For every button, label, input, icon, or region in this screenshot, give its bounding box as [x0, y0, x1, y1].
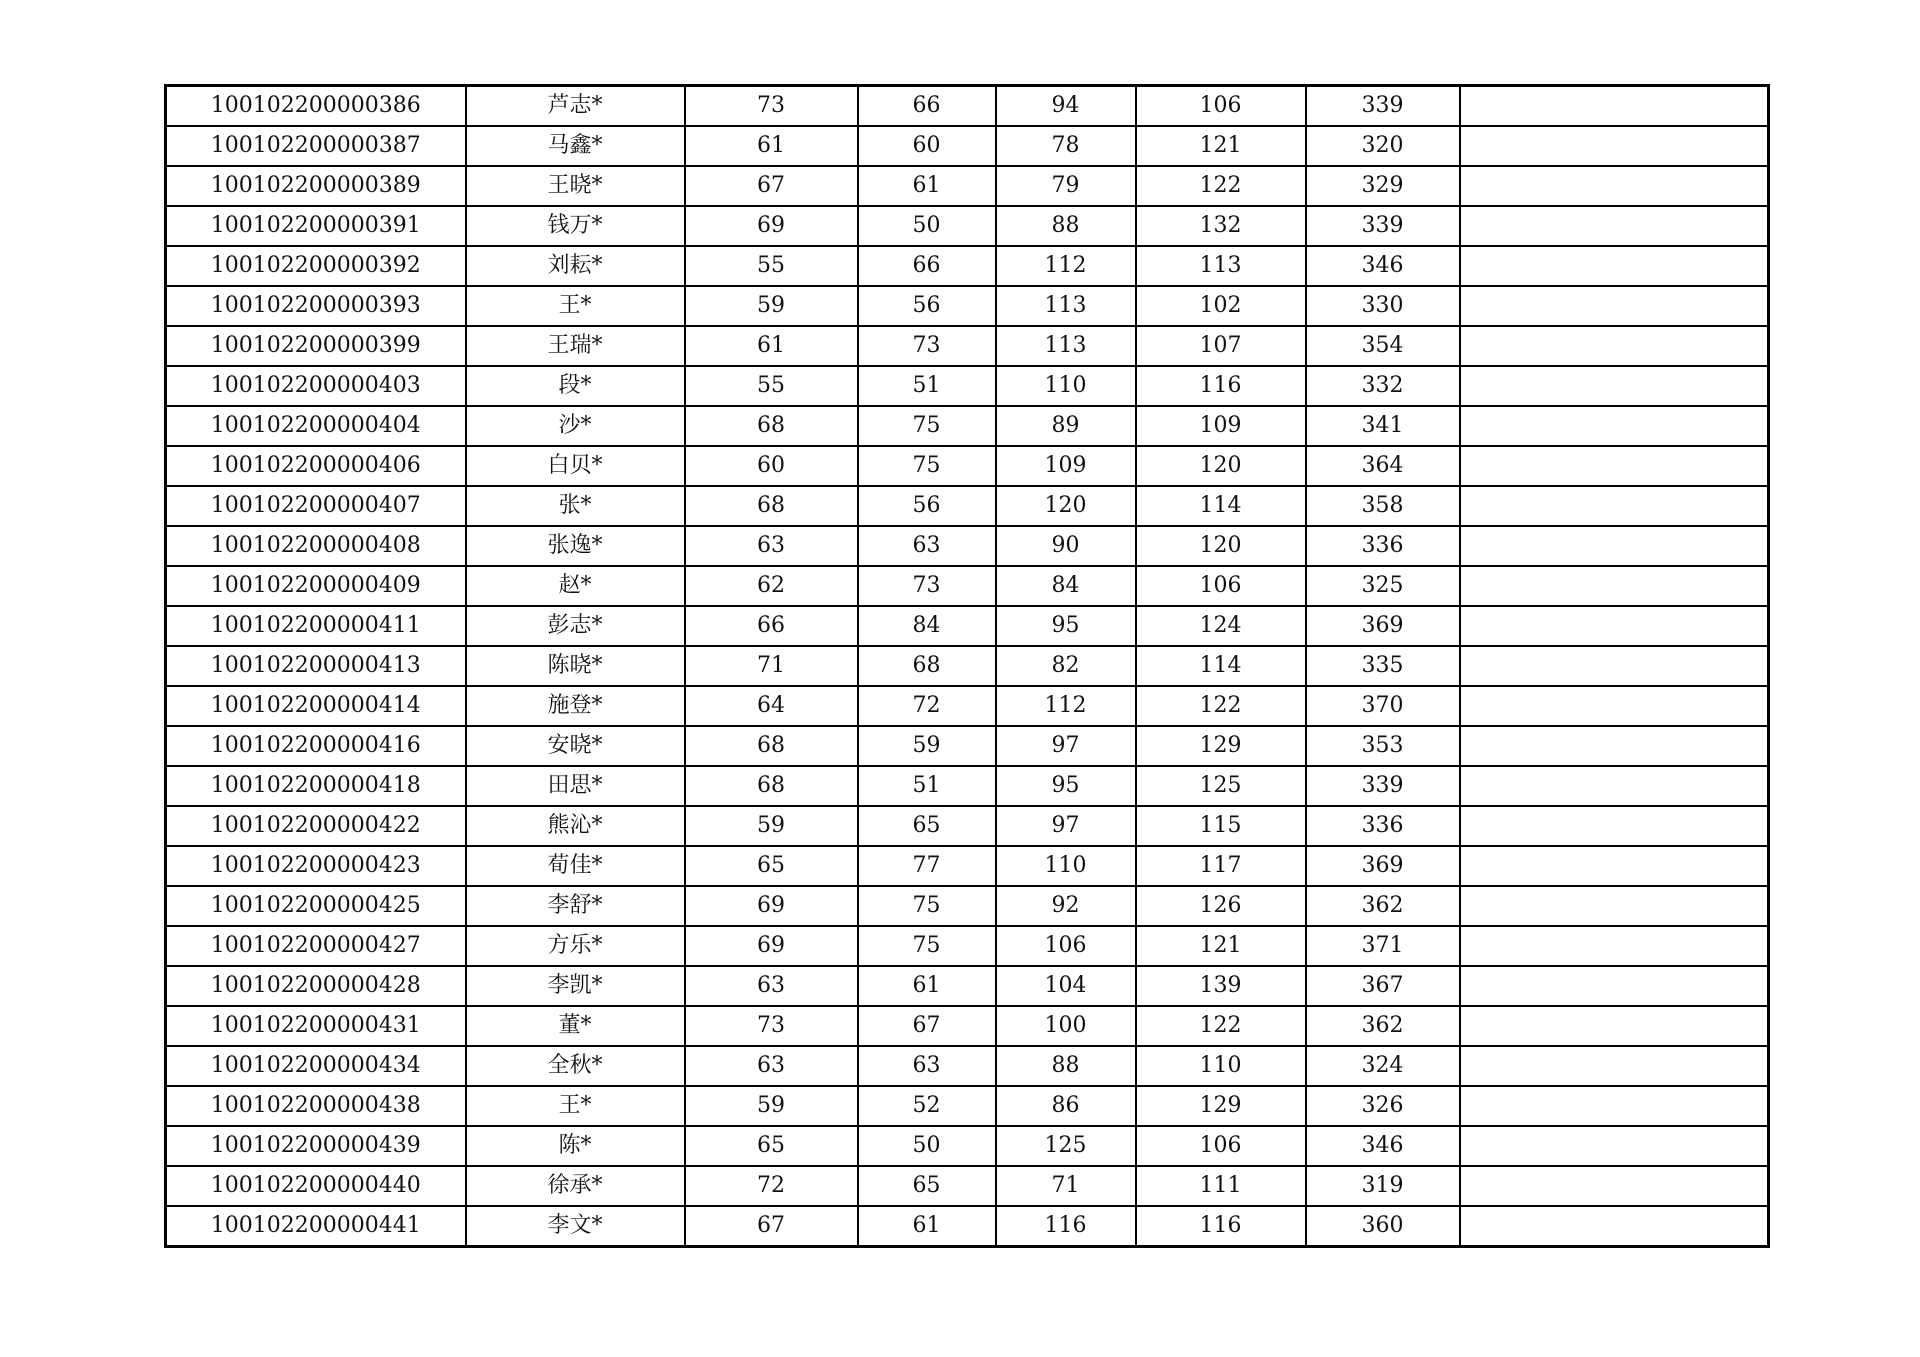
name-cell: 马鑫* — [466, 126, 685, 166]
score-3-cell: 89 — [996, 406, 1136, 446]
exam-id-cell: 100102200000408 — [166, 526, 466, 566]
name-cell: 方乐* — [466, 926, 685, 966]
score-4-cell: 139 — [1136, 966, 1306, 1006]
table-row — [166, 566, 1769, 606]
table-row — [166, 1006, 1769, 1046]
score-sheet — [164, 84, 1767, 1248]
score-1-cell: 67 — [685, 1206, 858, 1247]
score-3-cell: 97 — [996, 726, 1136, 766]
total-score-cell: 346 — [1306, 1126, 1460, 1166]
name-cell: 陈* — [466, 1126, 685, 1166]
score-1-cell: 73 — [685, 86, 858, 127]
exam-id-cell: 100102200000423 — [166, 846, 466, 886]
score-1-cell: 62 — [685, 566, 858, 606]
exam-id-cell: 100102200000403 — [166, 366, 466, 406]
exam-id-cell: 100102200000393 — [166, 286, 466, 326]
exam-id-cell: 100102200000427 — [166, 926, 466, 966]
table-row — [166, 526, 1769, 566]
table-row — [166, 646, 1769, 686]
total-score-cell: 320 — [1306, 126, 1460, 166]
remark-cell — [1460, 606, 1769, 646]
exam-id-cell: 100102200000439 — [166, 1126, 466, 1166]
score-4-cell: 121 — [1136, 926, 1306, 966]
score-4-cell: 106 — [1136, 566, 1306, 606]
exam-id-cell: 100102200000416 — [166, 726, 466, 766]
score-1-cell: 65 — [685, 846, 858, 886]
score-3-cell: 84 — [996, 566, 1136, 606]
name-cell: 赵* — [466, 566, 685, 606]
name-cell: 李舒* — [466, 886, 685, 926]
score-3-cell: 116 — [996, 1206, 1136, 1247]
total-score-cell: 326 — [1306, 1086, 1460, 1126]
score-1-cell: 68 — [685, 726, 858, 766]
exam-id-cell: 100102200000428 — [166, 966, 466, 1006]
score-3-cell: 110 — [996, 366, 1136, 406]
score-3-cell: 109 — [996, 446, 1136, 486]
total-score-cell: 358 — [1306, 486, 1460, 526]
exam-id-cell: 100102200000409 — [166, 566, 466, 606]
score-2-cell: 66 — [858, 86, 996, 127]
remark-cell — [1460, 406, 1769, 446]
score-2-cell: 52 — [858, 1086, 996, 1126]
score-3-cell: 110 — [996, 846, 1136, 886]
score-3-cell: 104 — [996, 966, 1136, 1006]
total-score-cell: 336 — [1306, 806, 1460, 846]
exam-id-cell: 100102200000414 — [166, 686, 466, 726]
score-3-cell: 95 — [996, 606, 1136, 646]
score-3-cell: 88 — [996, 1046, 1136, 1086]
score-1-cell: 69 — [685, 206, 858, 246]
remark-cell — [1460, 726, 1769, 766]
exam-id-cell: 100102200000399 — [166, 326, 466, 366]
exam-id-cell: 100102200000386 — [166, 86, 466, 127]
name-cell: 陈晓* — [466, 646, 685, 686]
score-3-cell: 82 — [996, 646, 1136, 686]
score-2-cell: 68 — [858, 646, 996, 686]
score-3-cell: 86 — [996, 1086, 1136, 1126]
score-2-cell: 50 — [858, 1126, 996, 1166]
table-row — [166, 446, 1769, 486]
table-row — [166, 766, 1769, 806]
table-row — [166, 1126, 1769, 1166]
remark-cell — [1460, 286, 1769, 326]
score-4-cell: 121 — [1136, 126, 1306, 166]
name-cell: 田思* — [466, 766, 685, 806]
score-4-cell: 106 — [1136, 86, 1306, 127]
total-score-cell: 335 — [1306, 646, 1460, 686]
total-score-cell: 346 — [1306, 246, 1460, 286]
table-row — [166, 126, 1769, 166]
total-score-cell: 353 — [1306, 726, 1460, 766]
score-4-cell: 102 — [1136, 286, 1306, 326]
score-4-cell: 122 — [1136, 166, 1306, 206]
total-score-cell: 354 — [1306, 326, 1460, 366]
exam-id-cell: 100102200000434 — [166, 1046, 466, 1086]
remark-cell — [1460, 126, 1769, 166]
score-1-cell: 64 — [685, 686, 858, 726]
exam-id-cell: 100102200000413 — [166, 646, 466, 686]
score-2-cell: 65 — [858, 806, 996, 846]
score-4-cell: 132 — [1136, 206, 1306, 246]
name-cell: 段* — [466, 366, 685, 406]
score-4-cell: 126 — [1136, 886, 1306, 926]
exam-id-cell: 100102200000391 — [166, 206, 466, 246]
score-table-body — [166, 86, 1769, 1247]
score-4-cell: 124 — [1136, 606, 1306, 646]
score-1-cell: 68 — [685, 406, 858, 446]
score-2-cell: 60 — [858, 126, 996, 166]
score-4-cell: 129 — [1136, 1086, 1306, 1126]
total-score-cell: 362 — [1306, 1006, 1460, 1046]
score-3-cell: 94 — [996, 86, 1136, 127]
name-cell: 张逸* — [466, 526, 685, 566]
score-4-cell: 120 — [1136, 446, 1306, 486]
total-score-cell: 370 — [1306, 686, 1460, 726]
score-3-cell: 88 — [996, 206, 1136, 246]
score-4-cell: 117 — [1136, 846, 1306, 886]
score-1-cell: 69 — [685, 886, 858, 926]
score-4-cell: 115 — [1136, 806, 1306, 846]
total-score-cell: 325 — [1306, 566, 1460, 606]
score-4-cell: 122 — [1136, 686, 1306, 726]
score-3-cell: 112 — [996, 246, 1136, 286]
score-1-cell: 73 — [685, 1006, 858, 1046]
table-row — [166, 926, 1769, 966]
table-row — [166, 86, 1769, 127]
table-row — [166, 846, 1769, 886]
remark-cell — [1460, 1086, 1769, 1126]
table-row — [166, 246, 1769, 286]
table-row — [166, 606, 1769, 646]
score-1-cell: 55 — [685, 366, 858, 406]
total-score-cell: 330 — [1306, 286, 1460, 326]
score-1-cell: 61 — [685, 126, 858, 166]
table-row — [166, 726, 1769, 766]
total-score-cell: 319 — [1306, 1166, 1460, 1206]
score-table — [164, 84, 1770, 1248]
remark-cell — [1460, 1046, 1769, 1086]
remark-cell — [1460, 926, 1769, 966]
score-2-cell: 67 — [858, 1006, 996, 1046]
score-2-cell: 51 — [858, 366, 996, 406]
remark-cell — [1460, 646, 1769, 686]
score-1-cell: 59 — [685, 806, 858, 846]
exam-id-cell: 100102200000438 — [166, 1086, 466, 1126]
score-1-cell: 59 — [685, 286, 858, 326]
name-cell: 刘耘* — [466, 246, 685, 286]
score-2-cell: 73 — [858, 326, 996, 366]
name-cell: 徐承* — [466, 1166, 685, 1206]
remark-cell — [1460, 166, 1769, 206]
score-4-cell: 106 — [1136, 1126, 1306, 1166]
score-4-cell: 114 — [1136, 486, 1306, 526]
score-2-cell: 51 — [858, 766, 996, 806]
exam-id-cell: 100102200000389 — [166, 166, 466, 206]
name-cell: 熊沁* — [466, 806, 685, 846]
table-row — [166, 686, 1769, 726]
exam-id-cell: 100102200000406 — [166, 446, 466, 486]
remark-cell — [1460, 806, 1769, 846]
score-3-cell: 90 — [996, 526, 1136, 566]
score-1-cell: 67 — [685, 166, 858, 206]
score-4-cell: 116 — [1136, 366, 1306, 406]
remark-cell — [1460, 686, 1769, 726]
score-4-cell: 120 — [1136, 526, 1306, 566]
score-2-cell: 75 — [858, 886, 996, 926]
exam-id-cell: 100102200000407 — [166, 486, 466, 526]
exam-id-cell: 100102200000431 — [166, 1006, 466, 1046]
name-cell: 王* — [466, 286, 685, 326]
remark-cell — [1460, 446, 1769, 486]
score-1-cell: 60 — [685, 446, 858, 486]
score-1-cell: 61 — [685, 326, 858, 366]
table-row — [166, 1206, 1769, 1247]
name-cell: 张* — [466, 486, 685, 526]
score-1-cell: 72 — [685, 1166, 858, 1206]
remark-cell — [1460, 326, 1769, 366]
exam-id-cell: 100102200000392 — [166, 246, 466, 286]
score-2-cell: 75 — [858, 406, 996, 446]
score-4-cell: 111 — [1136, 1166, 1306, 1206]
exam-id-cell: 100102200000441 — [166, 1206, 466, 1247]
total-score-cell: 336 — [1306, 526, 1460, 566]
total-score-cell: 324 — [1306, 1046, 1460, 1086]
remark-cell — [1460, 766, 1769, 806]
total-score-cell: 371 — [1306, 926, 1460, 966]
total-score-cell: 339 — [1306, 86, 1460, 127]
score-4-cell: 109 — [1136, 406, 1306, 446]
score-1-cell: 59 — [685, 1086, 858, 1126]
total-score-cell: 329 — [1306, 166, 1460, 206]
score-3-cell: 78 — [996, 126, 1136, 166]
name-cell: 彭志* — [466, 606, 685, 646]
table-row — [166, 806, 1769, 846]
score-2-cell: 63 — [858, 526, 996, 566]
score-3-cell: 112 — [996, 686, 1136, 726]
name-cell: 安晓* — [466, 726, 685, 766]
score-3-cell: 106 — [996, 926, 1136, 966]
exam-id-cell: 100102200000418 — [166, 766, 466, 806]
score-2-cell: 84 — [858, 606, 996, 646]
score-2-cell: 75 — [858, 446, 996, 486]
score-1-cell: 68 — [685, 486, 858, 526]
remark-cell — [1460, 206, 1769, 246]
name-cell: 芦志* — [466, 86, 685, 127]
score-2-cell: 72 — [858, 686, 996, 726]
name-cell: 李文* — [466, 1206, 685, 1247]
score-4-cell: 122 — [1136, 1006, 1306, 1046]
score-1-cell: 55 — [685, 246, 858, 286]
table-row — [166, 1166, 1769, 1206]
name-cell: 钱万* — [466, 206, 685, 246]
total-score-cell: 369 — [1306, 606, 1460, 646]
score-1-cell: 63 — [685, 1046, 858, 1086]
score-3-cell: 113 — [996, 326, 1136, 366]
name-cell: 沙* — [466, 406, 685, 446]
name-cell: 王* — [466, 1086, 685, 1126]
remark-cell — [1460, 366, 1769, 406]
total-score-cell: 364 — [1306, 446, 1460, 486]
name-cell: 荀佳* — [466, 846, 685, 886]
table-row — [166, 286, 1769, 326]
score-2-cell: 59 — [858, 726, 996, 766]
remark-cell — [1460, 1166, 1769, 1206]
name-cell: 施登* — [466, 686, 685, 726]
name-cell: 李凯* — [466, 966, 685, 1006]
score-4-cell: 107 — [1136, 326, 1306, 366]
total-score-cell: 341 — [1306, 406, 1460, 446]
total-score-cell: 339 — [1306, 766, 1460, 806]
total-score-cell: 339 — [1306, 206, 1460, 246]
score-3-cell: 97 — [996, 806, 1136, 846]
name-cell: 白贝* — [466, 446, 685, 486]
table-row — [166, 1086, 1769, 1126]
score-2-cell: 77 — [858, 846, 996, 886]
score-4-cell: 116 — [1136, 1206, 1306, 1247]
remark-cell — [1460, 886, 1769, 926]
score-2-cell: 63 — [858, 1046, 996, 1086]
score-4-cell: 110 — [1136, 1046, 1306, 1086]
name-cell: 王晓* — [466, 166, 685, 206]
score-1-cell: 68 — [685, 766, 858, 806]
total-score-cell: 367 — [1306, 966, 1460, 1006]
score-4-cell: 125 — [1136, 766, 1306, 806]
remark-cell — [1460, 246, 1769, 286]
score-3-cell: 113 — [996, 286, 1136, 326]
score-1-cell: 69 — [685, 926, 858, 966]
table-row — [166, 206, 1769, 246]
table-row — [166, 166, 1769, 206]
table-row — [166, 326, 1769, 366]
score-2-cell: 56 — [858, 486, 996, 526]
score-3-cell: 71 — [996, 1166, 1136, 1206]
remark-cell — [1460, 526, 1769, 566]
score-2-cell: 61 — [858, 166, 996, 206]
name-cell: 王瑞* — [466, 326, 685, 366]
table-row — [166, 1046, 1769, 1086]
score-2-cell: 66 — [858, 246, 996, 286]
score-2-cell: 50 — [858, 206, 996, 246]
score-1-cell: 66 — [685, 606, 858, 646]
remark-cell — [1460, 846, 1769, 886]
score-3-cell: 79 — [996, 166, 1136, 206]
score-1-cell: 63 — [685, 966, 858, 1006]
score-3-cell: 120 — [996, 486, 1136, 526]
exam-id-cell: 100102200000440 — [166, 1166, 466, 1206]
remark-cell — [1460, 1006, 1769, 1046]
table-row — [166, 406, 1769, 446]
score-4-cell: 113 — [1136, 246, 1306, 286]
name-cell: 全秋* — [466, 1046, 685, 1086]
score-1-cell: 71 — [685, 646, 858, 686]
exam-id-cell: 100102200000425 — [166, 886, 466, 926]
exam-id-cell: 100102200000422 — [166, 806, 466, 846]
remark-cell — [1460, 966, 1769, 1006]
table-row — [166, 886, 1769, 926]
exam-id-cell: 100102200000404 — [166, 406, 466, 446]
remark-cell — [1460, 1126, 1769, 1166]
total-score-cell: 369 — [1306, 846, 1460, 886]
score-3-cell: 100 — [996, 1006, 1136, 1046]
total-score-cell: 332 — [1306, 366, 1460, 406]
score-2-cell: 61 — [858, 966, 996, 1006]
score-1-cell: 63 — [685, 526, 858, 566]
remark-cell — [1460, 1206, 1769, 1247]
score-3-cell: 95 — [996, 766, 1136, 806]
name-cell: 董* — [466, 1006, 685, 1046]
table-row — [166, 966, 1769, 1006]
remark-cell — [1460, 566, 1769, 606]
score-2-cell: 65 — [858, 1166, 996, 1206]
remark-cell — [1460, 86, 1769, 127]
total-score-cell: 360 — [1306, 1206, 1460, 1247]
table-row — [166, 486, 1769, 526]
score-2-cell: 61 — [858, 1206, 996, 1247]
score-4-cell: 129 — [1136, 726, 1306, 766]
score-3-cell: 125 — [996, 1126, 1136, 1166]
score-2-cell: 75 — [858, 926, 996, 966]
remark-cell — [1460, 486, 1769, 526]
score-2-cell: 56 — [858, 286, 996, 326]
exam-id-cell: 100102200000387 — [166, 126, 466, 166]
table-row — [166, 366, 1769, 406]
score-1-cell: 65 — [685, 1126, 858, 1166]
total-score-cell: 362 — [1306, 886, 1460, 926]
score-3-cell: 92 — [996, 886, 1136, 926]
score-2-cell: 73 — [858, 566, 996, 606]
exam-id-cell: 100102200000411 — [166, 606, 466, 646]
score-4-cell: 114 — [1136, 646, 1306, 686]
